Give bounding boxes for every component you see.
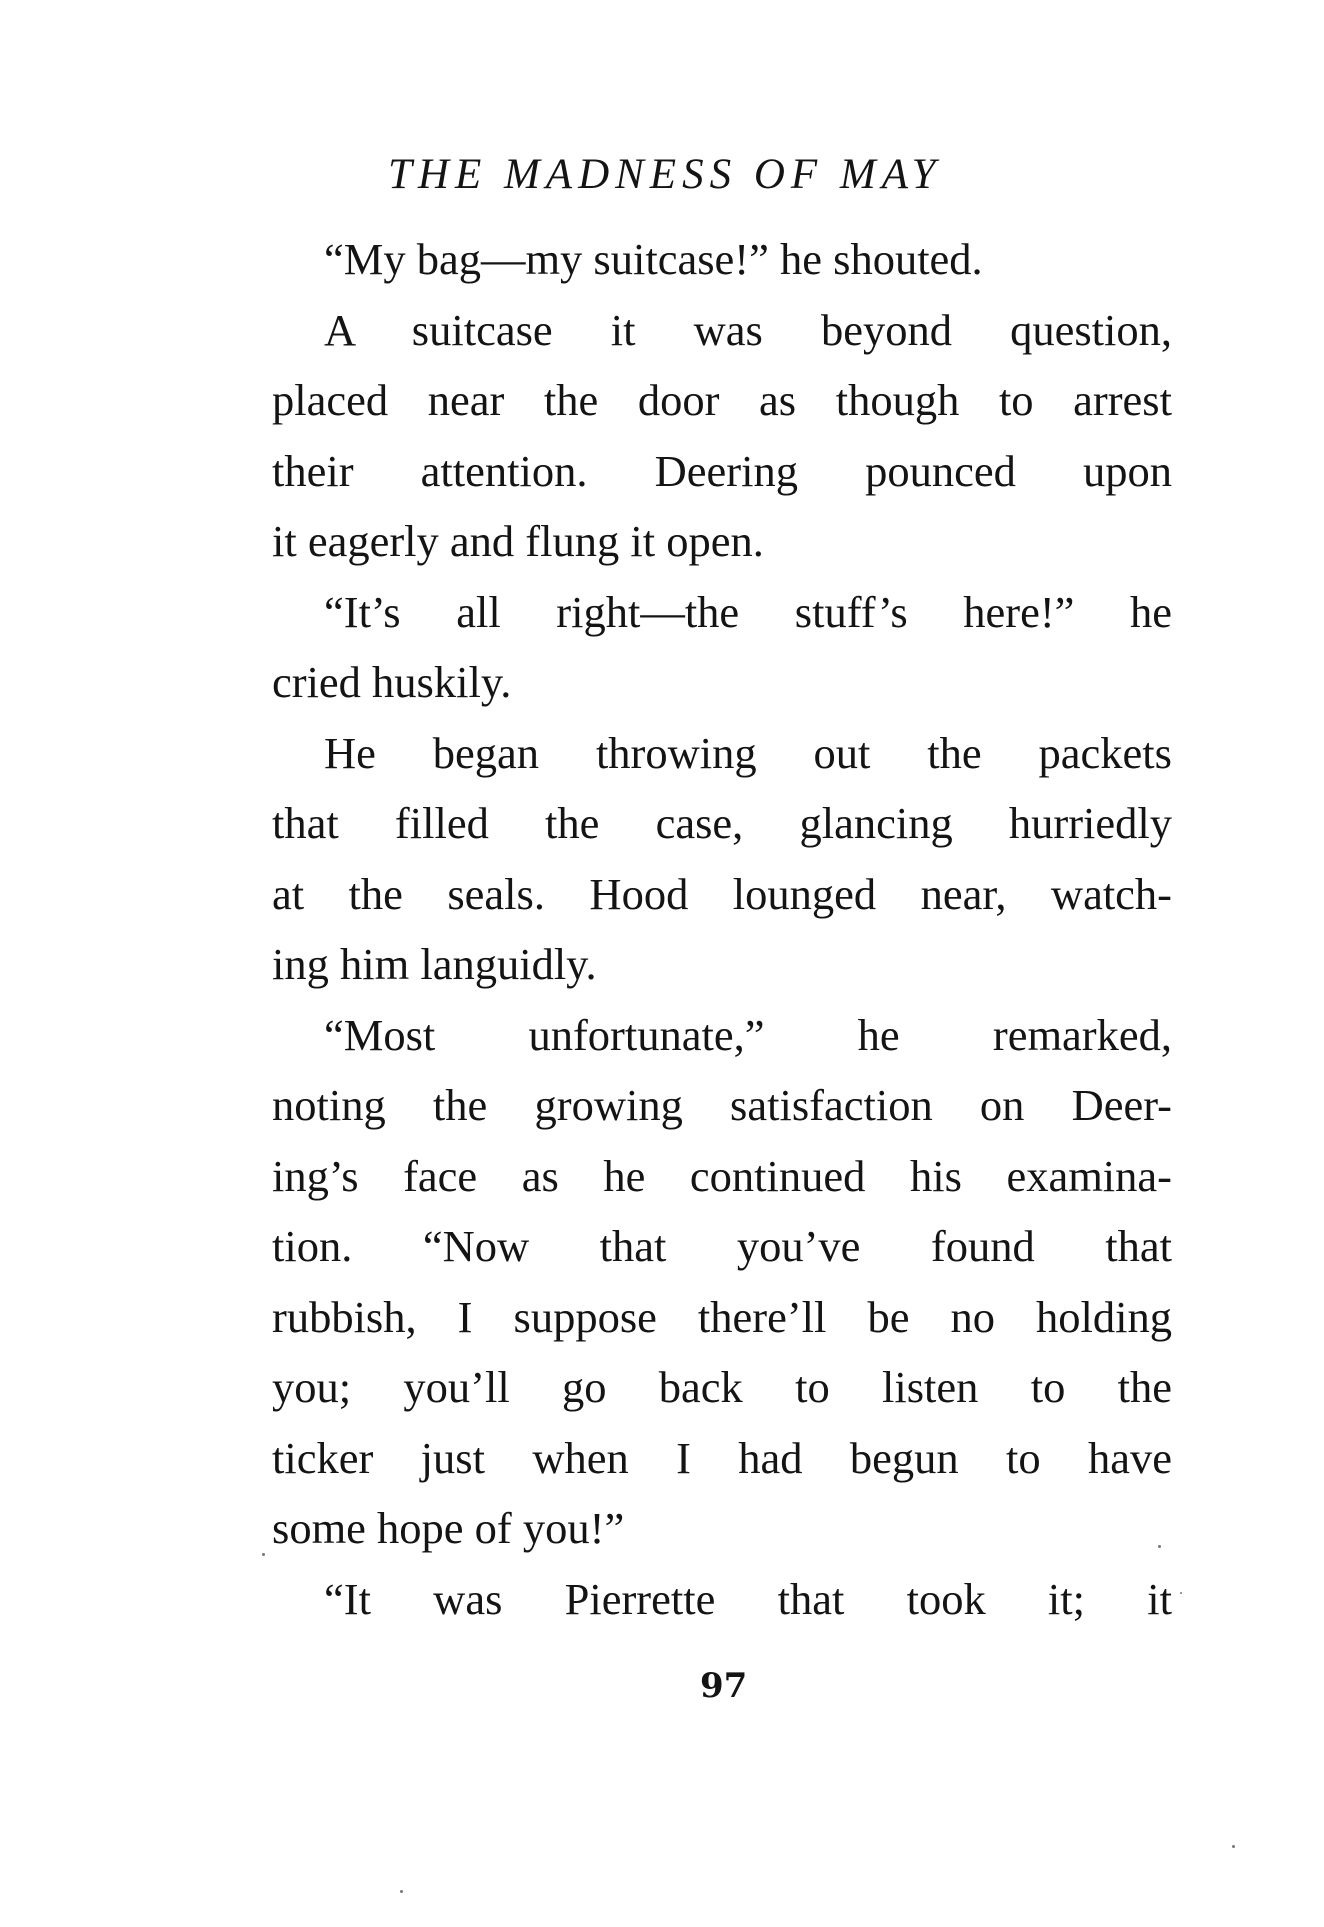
text-line: ing’s face as he continued his examina- xyxy=(272,1150,1172,1201)
scan-speck xyxy=(262,1553,265,1556)
text-line: it eagerly and flung it open. xyxy=(272,516,764,566)
text-line: placed near the door as though to arrest xyxy=(272,375,1172,425)
text-line: ticker just when I had begun to have xyxy=(272,1432,1172,1483)
text-line: noting the growing satisfaction on Deer- xyxy=(272,1080,1172,1130)
text-line: cried huskily. xyxy=(272,657,512,707)
scan-speck xyxy=(1158,1545,1161,1548)
text-line: some hope of you!” xyxy=(272,1503,625,1553)
running-head: THE MADNESS OF MAY xyxy=(388,151,942,198)
text-line: that filled the case, glancing hurriedly xyxy=(272,798,1172,848)
text-line: at the seals. Hood lounged near, watch- xyxy=(272,868,1172,919)
scan-speck xyxy=(1180,1592,1182,1594)
text-line: you; you’ll go back to listen to the xyxy=(272,1362,1172,1412)
scan-speck xyxy=(400,1890,403,1893)
text-line: their attention. Deering pounced upon xyxy=(272,445,1172,496)
text-line: A suitcase it was beyond question, xyxy=(324,304,1172,355)
text-line: “My bag—my suitcase!” he shouted. xyxy=(324,234,983,284)
body-text xyxy=(272,224,1172,1634)
text-line: tion. “Now that you’ve found that xyxy=(272,1221,1172,1271)
page-number: 97 xyxy=(700,1666,748,1706)
text-line: “It was Pierrette that took it; it xyxy=(324,1573,1172,1624)
text-line: He began throwing out the packets xyxy=(324,727,1172,778)
text-line: rubbish, I suppose there’ll be no holding xyxy=(272,1291,1172,1342)
text-line: “Most unfortunate,” he remarked, xyxy=(324,1009,1172,1060)
scan-speck xyxy=(1232,1845,1235,1848)
text-line: “It’s all right—the stuff’s here!” he xyxy=(324,586,1172,637)
text-line: ing him languidly. xyxy=(272,939,597,989)
